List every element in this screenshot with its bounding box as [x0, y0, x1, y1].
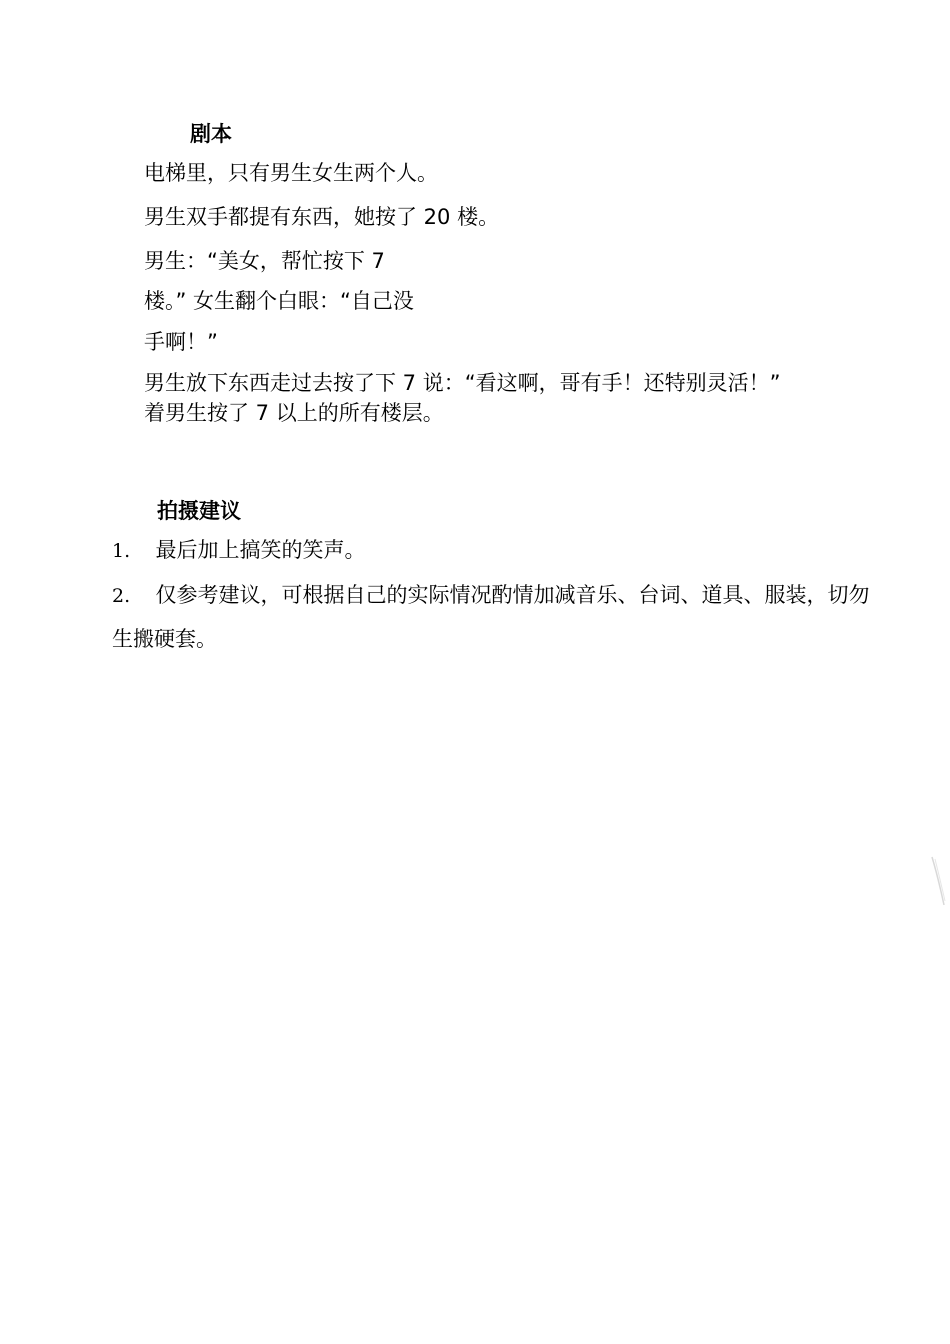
script-line-6: 男生放下东西走过去按了下 7 说：“看这啊，哥有手！还特别灵活！” [144, 371, 781, 395]
suggestion-text-1: 最后加上搞笑的笑声。 [155, 538, 366, 562]
suggestion-text-2-continuation: 生搬硬套。 [112, 627, 217, 651]
page-edge-smudge [930, 855, 946, 907]
script-line-4: 楼。” 女生翻个白眼：“自己没 [144, 289, 414, 313]
suggestion-item-1 [112, 537, 366, 564]
suggestion-text-2: 仅参考建议，可根据自己的实际情况酌情加减音乐、台词、道具、服装，切勿 [155, 583, 870, 607]
script-line-5: 手啊！” [144, 330, 218, 354]
script-line-2: 男生双手都提有东西，她按了 20 楼。 [144, 205, 500, 229]
script-line-1: 电梯里，只有男生女生两个人。 [144, 161, 438, 185]
script-heading: 剧本 [190, 122, 232, 146]
suggestion-item-2 [112, 582, 870, 609]
script-line-3: 男生：“美女，帮忙按下 7 [144, 249, 385, 273]
suggestion-number-2: 2. [112, 585, 131, 607]
suggestion-number-1: 1. [112, 540, 131, 562]
script-line-7: 着男生按了 7 以上的所有楼层。 [144, 401, 444, 425]
suggestions-heading: 拍摄建议 [157, 499, 241, 523]
